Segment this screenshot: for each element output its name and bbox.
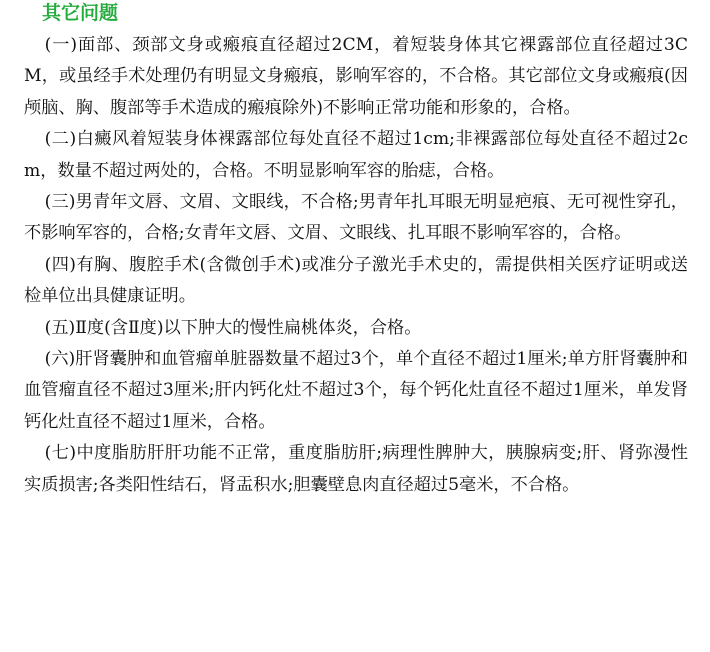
paragraph-3: (三)男青年文唇、文眉、文眼线，不合格;男青年扎耳眼无明显疤痕、无可视性穿孔，不影响军容的，合格;女青年文唇、文眉、文眼线、扎耳眼不影响军容的，合格。: [24, 192, 688, 244]
section-title: 其它问题: [42, 2, 119, 24]
paragraph-6: (六)肝肾囊肿和血管瘤单脏器数量不超过3个，单个直径不超过1厘米;单方肝肾囊肿和血管瘤直径不超过3厘米;肝内钙化灶不超过3个，每个钙化灶直径不超过1厘米，单发肾钙化灶直径不超过1厘米，合格。: [24, 349, 688, 432]
paragraph-4: (四)有胸、腹腔手术(含微创手术)或准分子激光手术史的，需提供相关医疗证明或送检单位出具健康证明。: [24, 254, 688, 307]
paragraph-2: (二)白癜风着短装身体裸露部位每处直径不超过1cm;非裸露部位每处直径不超过2cm，数量不超过两处的，合格。不明显影响军容的胎痣，合格。: [24, 129, 688, 181]
paragraph-5: (五)Ⅱ度(含Ⅱ度)以下肿大的慢性扁桃体炎，合格。: [44, 317, 422, 338]
paragraph-1: (一)面部、颈部文身或瘢痕直径超过2CM，着短装身体其它裸露部位直径超过3CM，或虽经手术处理仍有明显文身瘢痕，影响军容的，不合格。其它部位文身或瘢痕(因颅脑、胸、腹部等手术造成的瘢痕除外)不影响正常功能和形象的，合格。: [24, 35, 688, 118]
paragraph-7: (七)中度脂肪肝肝功能不正常，重度脂肪肝;病理性脾肿大，胰腺病变;肝、肾弥漫性实质损害;各类阳性结石，肾盂积水;胆囊壁息肉直径超过5毫米，不合格。: [24, 443, 688, 495]
